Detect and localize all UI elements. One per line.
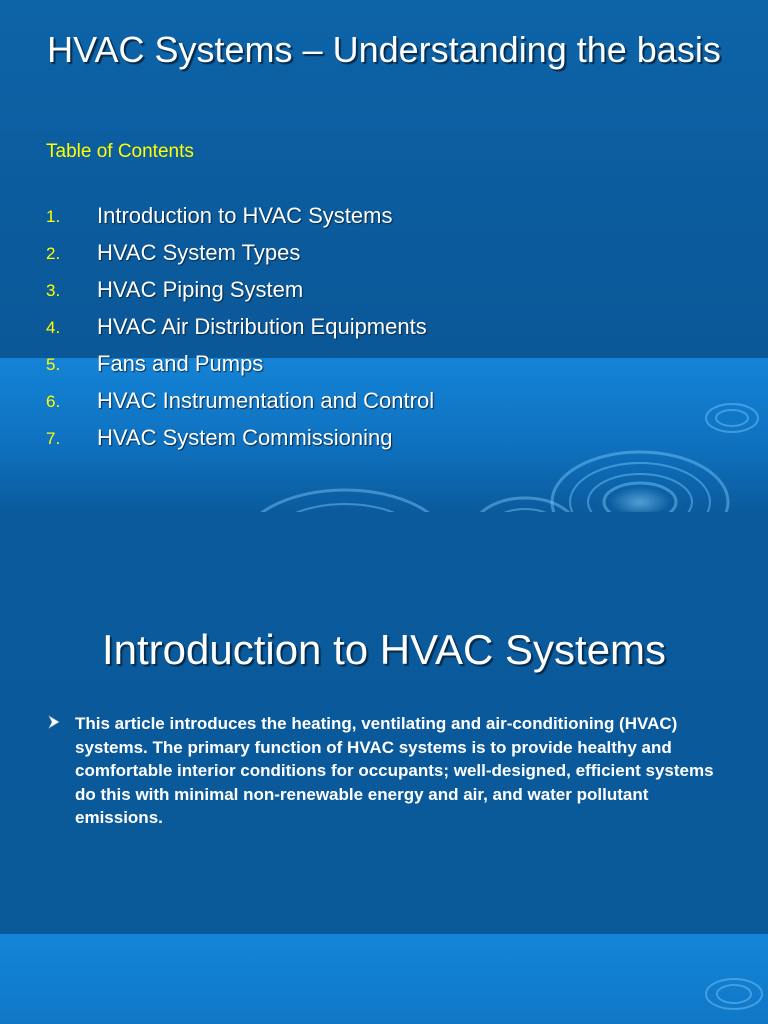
toc-item-number: 6.: [46, 392, 61, 411]
slide-title: Introduction to HVAC Systems: [101, 626, 667, 673]
toc-item: [0, 237, 600, 274]
toc-item-label: Introduction to HVAC Systems: [97, 203, 393, 228]
toc-item-number: 3.: [46, 281, 61, 300]
toc-item: [0, 311, 600, 348]
arrowhead-bullet-icon: [48, 715, 60, 729]
toc-item: [0, 422, 600, 459]
slide-title: HVAC Systems – Understanding the basis: [47, 29, 721, 70]
toc-item-label: HVAC Air Distribution Equipments: [97, 314, 427, 339]
toc-item: [0, 385, 600, 422]
toc-item-label: Fans and Pumps: [97, 351, 264, 376]
bullet-text: This article introduces the heating, ventilating and air-conditioning (HVAC) systems. The primary function of HVAC systems is to provide healthy and comfortable interior conditions for occupants; well-designed, efficient systems do this with minimal non-renewable energy and air, and water pollutant emissions.: [75, 714, 714, 827]
toc-item-label: HVAC Instrumentation and Control: [97, 388, 435, 413]
toc-item-label: HVAC System Commissioning: [97, 425, 393, 450]
toc-item-label: HVAC Piping System: [97, 277, 304, 302]
toc-item-number: 7.: [46, 429, 61, 448]
toc-item-number: 2.: [46, 244, 61, 263]
toc-item-number: 1.: [46, 207, 61, 226]
toc-heading: Table of Contents: [46, 141, 194, 162]
toc-item-number: 5.: [46, 355, 61, 374]
toc-item: [0, 200, 600, 237]
toc-item-label: HVAC System Types: [97, 240, 301, 265]
toc-list: [0, 200, 600, 459]
toc-item-number: 4.: [46, 318, 61, 337]
slide-introduction: [0, 512, 768, 1024]
toc-item: [0, 348, 600, 385]
toc-item: [0, 274, 600, 311]
